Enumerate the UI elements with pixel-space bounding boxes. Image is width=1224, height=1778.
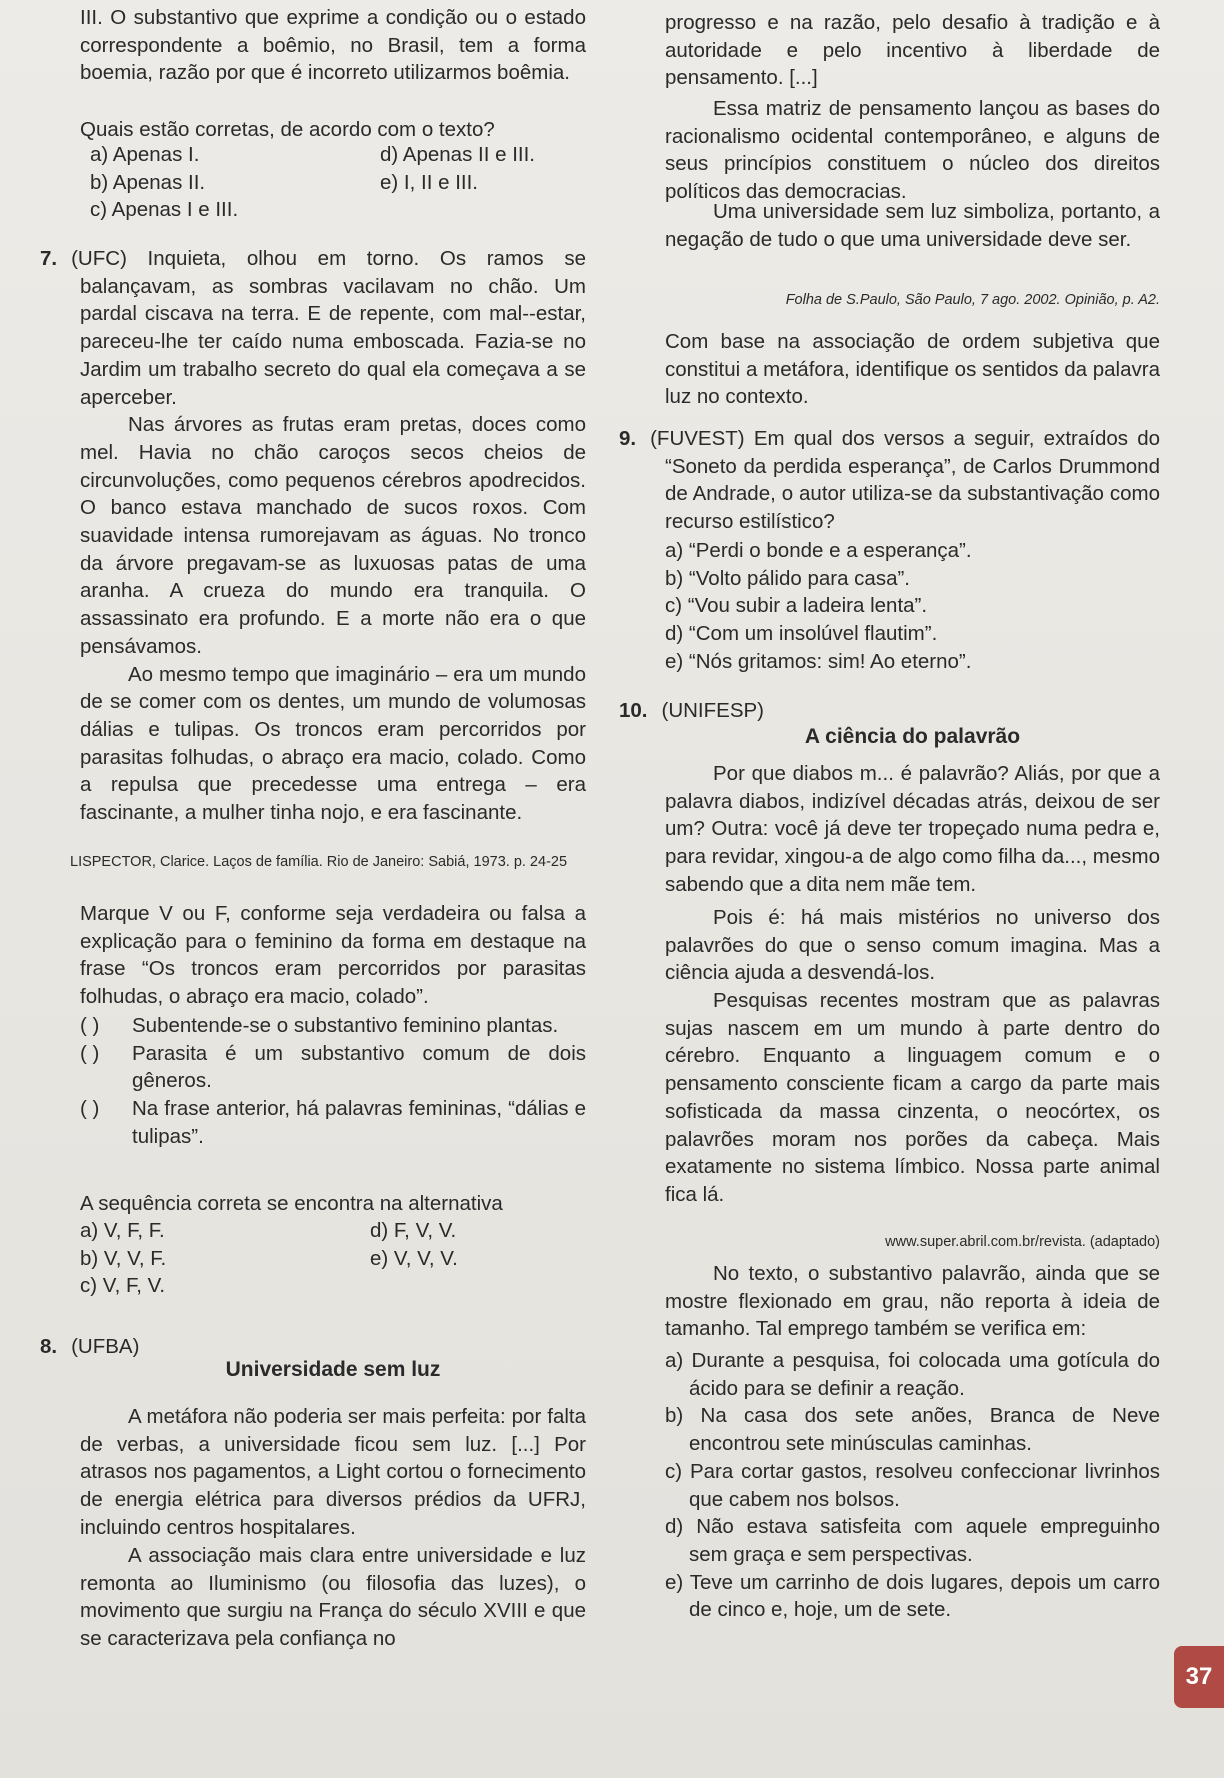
q10-options <box>665 1347 1160 1624</box>
q8-source: Folha de S.Paulo, São Paulo, 7 ago. 2002. Opinião, p. A2. <box>785 292 1160 308</box>
vf-box[interactable]: ( ) <box>80 1014 100 1037</box>
q7-option-e: e) V, V, V. <box>370 1246 458 1270</box>
q10-option-b: b) Na casa dos sete anões, Branca de Neve encontrou sete minúsculas caminhas. <box>665 1404 1160 1456</box>
q7-option-a: a) V, F, F. <box>80 1219 165 1242</box>
q7-options <box>80 1217 580 1300</box>
q6-question: Quais estão corretas, de acordo com o texto? <box>80 118 495 141</box>
vf-box[interactable]: ( ) <box>80 1097 100 1121</box>
q8-instruction: Com base na associação de ordem subjetiva que constitui a metáfora, identifique os sentidos da palavra luz no contexto. <box>665 330 1160 409</box>
item-iii: III. O substantivo que exprime a condição ou o estado correspondente a boêmio, no Brasil, tem a forma boemia, razão por que é incorreto utilizarmos boêmia. <box>80 6 586 85</box>
q9-options <box>665 537 972 676</box>
q10-option-d: d) Não estava satisfeita com aquele empreguinho sem graça e sem perspectivas. <box>665 1515 1160 1566</box>
q8-paragraph-2: A associação mais clara entre universidade e luz remonta ao Iluminismo (ou filosofia das luzes), o movimento que surgiu na França do século XVIII e que se caracterizava pela confiança no <box>80 1544 586 1651</box>
q10-option-c: c) Para cortar gastos, resolveu confeccionar livrinhos que cabem nos bolsos. <box>665 1459 1160 1511</box>
q9-text: 9. (FUVEST) Em qual dos versos a seguir, extraídos do “Soneto da perdida esperança”, de Carlos Drummond de Andrade, o autor utiliza-se da substantivação como recurso estilístico? <box>619 427 1160 534</box>
page-number: 37 <box>1174 1646 1224 1708</box>
q7-paragraph-3: Ao mesmo tempo que imaginário – era um mundo de se comer com os dentes, um mundo de volumosas dálias e tulipas. Os troncos eram percorridos por parasitas folhudas, o abraço era macio, colado. Como a repulsa que precedesse uma entrega – era fascinante, a mulher tinha nojo, e era fascinante. <box>80 662 586 825</box>
q7-option-c: c) V, F, V. <box>80 1274 166 1298</box>
q7-paragraph-2: Nas árvores as frutas eram pretas, doces como mel. Havia no chão caroços secos cheios de circunvoluções, como pequenos cérebros apodrecidos. O banco estava manchado de sucos roxos. Com suavidade intensa rumorejavam as águas. No tronco da árvore pregavam-se as luxuosas patas de uma aranha. A crueza do mundo era tranquila. O assassinato era profundo. E a morte não era o que pensávamos. <box>80 413 586 658</box>
q7-statement: ( ) Subentende-se o substantivo feminino plantas. <box>80 1012 586 1040</box>
q7-instruction: Marque V ou F, conforme seja verdadeira ou falsa a explicação para o feminino da forma em destaque na frase “Os troncos eram percorridos por parasitas folhudas, o abraço era macio, colado”. <box>80 902 586 1009</box>
q9-option-b: b) “Volto pálido para casa”. <box>665 566 910 590</box>
q7-p1-text: (UFC) Inquieta, olhou em torno. Os ramos se balançavam, as sombras vacilavam no chão. Um pardal ciscava na terra. E de repente, com mal--estar, pareceu-lhe ter caído numa emboscada. Fazia-se no Jardim um trabalho secreto do qual ela começava a se aperceber. <box>71 247 586 409</box>
q10-paragraph-3: Pesquisas recentes mostram que as palavras sujas nascem em um mundo à parte dentro do cérebro. Enquanto a linguagem comum e o pensamento consciente ficam a cargo da parte mais sofisticada da massa cinzenta, o neocórtex, os palavrões moram nos porões da cabeça. Mais exatamente no sistema límbico. Nossa parte animal fica lá. <box>665 989 1160 1206</box>
q7-number: 7. <box>40 247 58 270</box>
q8-header: 8. (UFBA) <box>40 1335 140 1358</box>
q9-option-e: e) “Nós gritamos: sim! Ao eterno”. <box>665 649 972 673</box>
q10-paragraph-1: Por que diabos m... é palavrão? Aliás, por que a palavra diabos, indizível décadas atrás, deixou de ser um? Outra: você já deve ter tropeçado numa pedra e, para revidar, xingou-a de algo como filha da..., mesmo sabendo que a dita nem mãe tem. <box>665 762 1160 896</box>
q7-paragraph-1 <box>40 245 586 411</box>
q7-source: LISPECTOR, Clarice. Laços de família. Rio de Janeiro: Sabiá, 1973. p. 24-25 <box>70 854 568 870</box>
q7-statement: ( ) Na frase anterior, há palavras femininas, “dálias e tulipas”. <box>80 1095 586 1150</box>
q10-title: A ciência do palavrão <box>804 725 1021 748</box>
question-7 <box>40 245 586 827</box>
q8-paragraph-4: Uma universidade sem luz simboliza, portanto, a negação de tudo o que uma universidade deve ser. <box>665 200 1160 251</box>
q6-option-c: c) Apenas I e III. <box>90 198 239 222</box>
q10-option-a: a) Durante a pesquisa, foi colocada uma gotícula do ácido para se definir a reação. <box>665 1349 1160 1400</box>
q8-title: Universidade sem luz <box>225 1358 441 1381</box>
q10-source: www.super.abril.com.br/revista. (adaptado) <box>885 1234 1160 1250</box>
q6-option-a: a) Apenas I. <box>90 143 200 166</box>
q10-header: 10. (UNIFESP) <box>619 699 764 722</box>
q9-option-a: a) “Perdi o bonde e a esperança”. <box>665 539 972 562</box>
q8-number: 8. <box>40 1335 58 1358</box>
q6-option-d: d) Apenas II e III. <box>380 143 535 166</box>
vf-box[interactable]: ( ) <box>80 1041 100 1065</box>
q7-sequence-prompt: A sequência correta se encontra na alternativa <box>80 1192 503 1215</box>
q7-option-d: d) F, V, V. <box>370 1219 457 1242</box>
q10-paragraph-2: Pois é: há mais mistérios no universo dos palavrões do que o senso comum imagina. Mas a ciência ajuda a desvendá-los. <box>665 906 1160 985</box>
q10-option-e: e) Teve um carrinho de dois lugares, depois um carro de cinco e, hoje, um de sete. <box>665 1570 1160 1622</box>
q7-statements <box>80 1012 586 1151</box>
q6-option-b: b) Apenas II. <box>90 170 206 194</box>
q6-options <box>90 141 590 224</box>
q7-statement: ( ) Parasita é um substantivo comum de dois gêneros. <box>80 1040 586 1095</box>
q9-option-c: c) “Vou subir a ladeira lenta”. <box>665 594 928 618</box>
q10-number: 10. <box>619 699 648 722</box>
q8-paragraph-2-cont: progresso e na razão, pelo desafio à tradição e à autoridade e pelo incentivo à liberdade de pensamento. [...] <box>665 11 1160 90</box>
q6-option-e: e) I, II e III. <box>380 170 478 194</box>
q10-instruction: No texto, o substantivo palavrão, ainda que se mostre flexionado em grau, não reporta à ideia de tamanho. Tal emprego também se verifica em: <box>665 1262 1160 1341</box>
q9-number: 9. <box>619 427 637 450</box>
q8-paragraph-1: A metáfora não poderia ser mais perfeita: por falta de verbas, a universidade ficou sem luz. [...] Por atrasos nos pagamentos, a Light cortou o fornecimento de energia elétrica para diversos prédios da UFRJ, incluindo centros hospitalares. <box>80 1405 586 1539</box>
q8-paragraph-3: Essa matriz de pensamento lançou as bases do racionalismo ocidental contemporâneo, e alguns de seus princípios constituem o núcleo dos direitos políticos das democracias. <box>665 97 1160 204</box>
q9-option-d: d) “Com um insolúvel flautim”. <box>665 622 938 646</box>
q7-option-b: b) V, V, F. <box>80 1246 167 1270</box>
question-9 <box>619 425 1160 536</box>
